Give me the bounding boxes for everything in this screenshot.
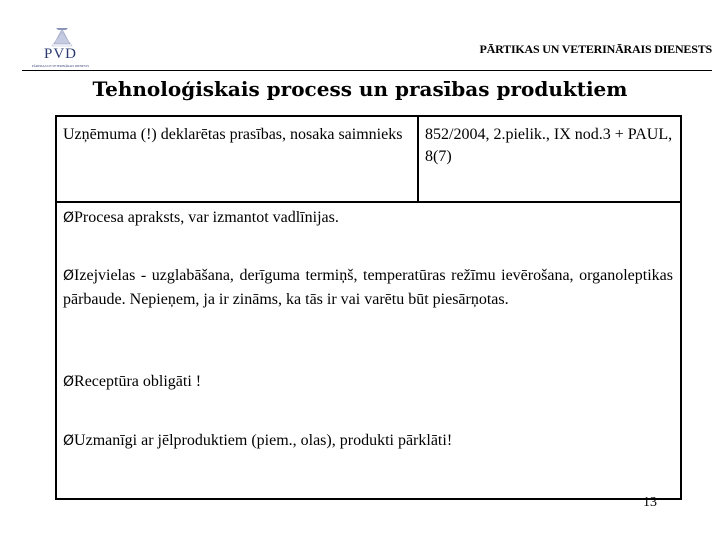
bullet-arrow-icon: Ø xyxy=(63,210,75,226)
organization-name: PĀRTIKAS UN VETERINĀRAIS DIENESTS xyxy=(479,42,712,56)
list-item-text: Procesa apraksts, var izmantot vadlīnijas. xyxy=(74,209,339,226)
list-item xyxy=(63,370,673,394)
content-frame xyxy=(55,115,682,500)
table-divider-vertical xyxy=(417,117,419,202)
list-item xyxy=(63,206,673,230)
list-item-text: Receptūra obligāti ! xyxy=(74,373,202,390)
table-cell-right: 852/2004, 2.pielik., IX nod.3 + PAUL, 8(7) xyxy=(425,126,673,165)
bullet-arrow-icon: Ø xyxy=(63,374,75,390)
list-item-text: Uzmanīgi ar jēlproduktiem (piem., olas), produkti pārklāti! xyxy=(74,432,453,449)
logo-text: PVD xyxy=(44,46,78,62)
list-item xyxy=(63,264,673,312)
logo-subtext: PĀRTIKAS UN VETERINĀRAIS DIENESTS xyxy=(32,64,90,68)
page-number: 13 xyxy=(643,495,657,510)
table-cell-left: Uzņēmuma (!) deklarētas prasības, nosaka saimnieks xyxy=(63,126,403,143)
bullet-arrow-icon: Ø xyxy=(63,433,75,449)
header-rule xyxy=(22,70,712,71)
slide-title: Tehnoloģiskais process un prasības produktiem xyxy=(92,77,628,101)
list-item xyxy=(63,429,673,453)
table-divider-horizontal xyxy=(57,201,680,203)
bullet-arrow-icon: Ø xyxy=(63,268,75,284)
list-item-text: Izejvielas - uzglabāšana, derīguma termiņš, temperatūras režīmu ievērošana, organoleptikas pārbaude. Nepieņem, ja ir zināms, ka tās ir vai varētu būt piesārņotas. xyxy=(63,267,673,308)
